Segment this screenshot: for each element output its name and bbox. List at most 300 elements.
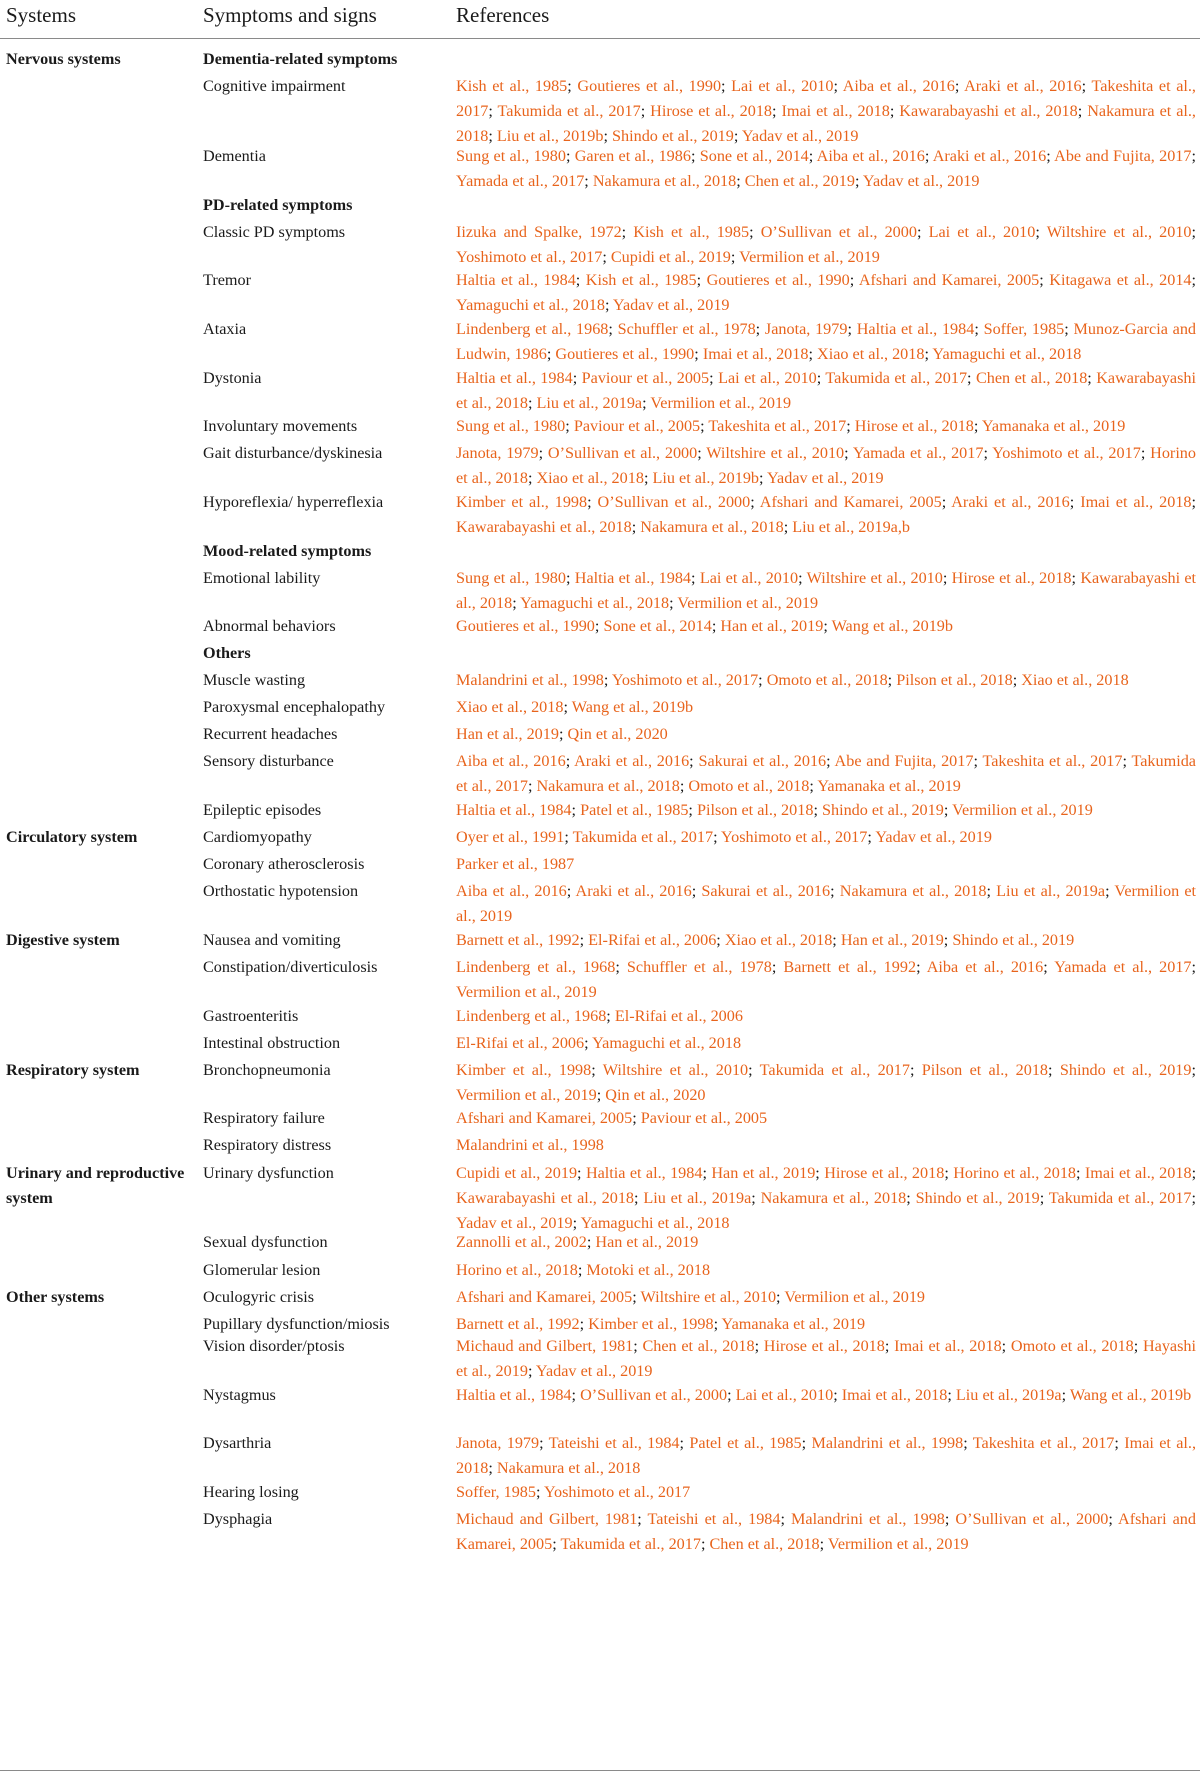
reference-link[interactable]: Sung et al., 1980 — [456, 147, 566, 165]
symptom-label: Sensory disturbance — [203, 752, 334, 770]
symptom-label: Tremor — [203, 271, 251, 289]
reference-link[interactable]: Araki et al., 2016 — [574, 752, 690, 770]
table-header — [0, 0, 1200, 39]
reference-link[interactable]: Yamanaka et al., 2019 — [981, 417, 1126, 435]
system-label: Other systems — [6, 1288, 105, 1306]
reference-link[interactable]: Yamaguchi et al., 2018 — [580, 1213, 730, 1232]
reference-link[interactable]: Goutieres et al., 1990 — [577, 77, 722, 95]
reference-separator: ; — [700, 417, 709, 435]
reference-link[interactable]: Iizuka and Spalke, 1972 — [456, 223, 622, 241]
reference-separator: ; — [748, 1061, 760, 1079]
reference-separator: ; — [527, 393, 537, 412]
reference-link[interactable]: Afshari and Kamarei, 2005 — [456, 1109, 633, 1127]
reference-link[interactable]: Araki et al., 2016 — [575, 882, 692, 900]
reference-separator: ; — [826, 752, 835, 770]
reference-link[interactable]: Vermilion et al., 2019 — [784, 1288, 926, 1306]
reference-link[interactable]: Xiao et al., 2018 — [456, 698, 564, 716]
reference-link[interactable]: Paviour et al., 2005 — [640, 1109, 768, 1127]
reference-link[interactable]: Malandrini et al., 1998 — [456, 1136, 604, 1154]
reference-link[interactable]: Han et al., 2019 — [720, 617, 824, 635]
reference-link[interactable]: Haltia et al., 1984 — [456, 801, 572, 819]
reference-link[interactable]: Takumida et al., 2017 — [456, 752, 1196, 795]
reference-link[interactable]: Imai et al., 2018 — [702, 344, 809, 363]
reference-separator: ; — [566, 882, 576, 900]
reference-link[interactable]: Haltia et al., 1984 — [456, 1386, 572, 1404]
references-cell — [456, 1334, 1196, 1384]
reference-link[interactable]: Kimber et al., 1998 — [456, 493, 588, 511]
reference-link[interactable]: Horino et al., 2018 — [456, 1261, 578, 1279]
reference-link[interactable]: Vermilion et al., 2019 — [952, 801, 1093, 819]
subheading-label: Dementia-related symptoms — [203, 50, 398, 68]
reference-link[interactable]: Takumida et al., 2017 — [560, 1534, 701, 1553]
reference-separator: ; — [571, 801, 581, 819]
reference-link[interactable]: Hirose et al., 2018 — [763, 1337, 885, 1355]
reference-link[interactable]: Kitagawa et al., 2014 — [1049, 271, 1192, 289]
reference-link[interactable]: El-Rifai et al., 2006 — [588, 931, 717, 949]
reference-link[interactable]: Hirose et al., 2018 — [824, 1164, 945, 1182]
reference-link[interactable]: Han et al., 2019 — [595, 1233, 699, 1251]
reference-link[interactable]: Tateishi et al., 1984 — [647, 1510, 781, 1528]
reference-link[interactable]: Horino et al., 2018 — [953, 1164, 1077, 1182]
reference-link[interactable]: Shindo et al., 2019 — [821, 801, 944, 819]
reference-separator: ; — [924, 344, 933, 363]
reference-link[interactable]: Yadav et al., 2019 — [862, 171, 980, 190]
reference-link[interactable]: Goutieres et al., 1990 — [706, 271, 850, 289]
reference-link[interactable]: Afshari and Kamarei, 2005 — [456, 1288, 633, 1306]
reference-link[interactable]: Yamada et al., 2017 — [456, 171, 585, 190]
reference-separator: ; — [943, 931, 953, 949]
reference-link[interactable]: Hirose et al., 2018 — [854, 417, 974, 435]
reference-link[interactable]: Hayashi et al., 2019 — [456, 1337, 1197, 1380]
reference-separator: ; — [579, 1315, 589, 1333]
reference-link[interactable]: Haltia et al., 1984 — [456, 369, 573, 387]
reference-separator: ; — [759, 468, 767, 487]
reference-link[interactable]: Takumida et al., 2017 — [1048, 1188, 1192, 1207]
reference-link[interactable]: Takumida et al., 2017 — [825, 369, 968, 387]
reference-link[interactable]: Haltia et al., 1984 — [574, 569, 692, 587]
reference-link[interactable]: Omoto et al., 2018 — [1010, 1337, 1134, 1355]
references-cell — [456, 490, 1196, 540]
reference-link[interactable]: Vermilion et al., 2019 — [456, 1085, 597, 1104]
references-cell — [456, 1383, 1196, 1408]
reference-link[interactable]: El-Rifai et al., 2006 — [614, 1007, 743, 1025]
subheading-label: Mood-related symptoms — [203, 542, 372, 560]
reference-link[interactable]: Cupidi et al., 2019 — [456, 1164, 578, 1182]
reference-link[interactable]: Imai et al., 2018 — [781, 101, 890, 120]
reference-link[interactable]: Kimber et al., 1998 — [456, 1061, 592, 1079]
reference-link[interactable]: Wiltshire et al., 2010 — [706, 444, 845, 462]
reference-link[interactable]: Yadav et al., 2019 — [535, 1361, 653, 1380]
reference-link[interactable]: Lai et al., 2010 — [731, 77, 834, 95]
reference-separator: ; — [1043, 958, 1055, 976]
reference-link[interactable]: Araki et al., 2016 — [932, 147, 1047, 165]
reference-link[interactable]: Janota, 1979 — [456, 1434, 540, 1452]
reference-link[interactable]: Barnett et al., 1992 — [456, 1315, 580, 1333]
reference-link[interactable]: Yoshimoto et al., 2017 — [543, 1483, 691, 1501]
reference-separator: ; — [942, 569, 952, 587]
reference-separator: ; — [832, 931, 841, 949]
reference-link[interactable]: Tateishi et al., 1984 — [548, 1434, 680, 1452]
reference-link[interactable]: Yoshimoto et al., 2017 — [721, 828, 868, 846]
reference-link[interactable]: Yadav et al., 2019 — [875, 828, 992, 846]
reference-link[interactable]: Parker et al., 1987 — [456, 855, 575, 873]
reference-link[interactable]: Imai et al., 2018 — [841, 1386, 948, 1404]
reference-link[interactable]: Shindo et al., 2019 — [915, 1188, 1040, 1207]
symptom-label: Gastroenteritis — [203, 1007, 299, 1025]
reference-link[interactable]: Soffer, 1985 — [456, 1483, 536, 1501]
reference-link[interactable]: Chen et al., 2018 — [642, 1337, 755, 1355]
reference-link[interactable]: Shindo et al., 2019 — [952, 931, 1075, 949]
reference-link[interactable]: Yadav et al., 2019 — [766, 468, 884, 487]
header-symptoms: Symptoms and signs — [203, 3, 377, 27]
reference-link[interactable]: Wang et al., 2019b — [831, 617, 953, 635]
reference-separator: ; — [565, 417, 574, 435]
reference-link[interactable]: Michaud and Gilbert, 1981 — [456, 1337, 634, 1355]
reference-link[interactable]: Nakamura et al., 2018 — [640, 517, 784, 536]
symptom-label: Hyporeflexia/ hyperreflexia — [203, 493, 384, 511]
reference-separator: ; — [1039, 271, 1050, 289]
reference-link[interactable]: Xiao et al., 2018 — [817, 344, 925, 363]
symptom-label: Pupillary dysfunction/miosis — [203, 1315, 390, 1333]
reference-link[interactable]: Lai et al., 2010 — [718, 369, 817, 387]
reference-link[interactable]: Lindenberg et al., 1968 — [456, 320, 609, 338]
reference-link[interactable]: Kish et al., 1985 — [633, 223, 750, 241]
reference-link[interactable]: Liu et al., 2019b — [496, 126, 604, 145]
reference-link[interactable]: Goutieres et al., 1990 — [555, 344, 695, 363]
reference-link[interactable]: Nakamura et al., 2018 — [456, 101, 1196, 145]
reference-link[interactable]: Lindenberg et al., 1968 — [456, 1007, 607, 1025]
reference-link[interactable]: Chen et al., 2018 — [975, 369, 1088, 387]
reference-link[interactable]: Vermilion et al., 2019 — [739, 247, 880, 266]
reference-link[interactable]: Yoshimoto et al., 2017 — [992, 444, 1141, 462]
reference-link[interactable]: Takeshita et al., 2017 — [982, 752, 1123, 770]
reference-separator: ; — [621, 223, 634, 241]
reference-separator: ; — [1076, 1164, 1085, 1182]
reference-separator: ; — [889, 101, 900, 120]
symptom-label: Constipation/diverticulosis — [203, 958, 378, 976]
references-cell — [456, 1133, 1196, 1158]
reference-link[interactable]: Takeshita et al., 2017 — [456, 77, 1196, 120]
reference-link[interactable]: Shindo et al., 2019 — [1059, 1061, 1192, 1079]
reference-link[interactable]: Imai et al., 2018 — [1084, 1164, 1192, 1182]
reference-link[interactable]: Wiltshire et al., 2010 — [1046, 223, 1192, 241]
reference-link[interactable]: Sakurai et al., 2016 — [698, 752, 827, 770]
reference-link[interactable]: Yamaguchi et al., 2018 — [592, 1034, 742, 1052]
symptom-label: Classic PD symptoms — [203, 223, 346, 241]
reference-link[interactable]: Han et al., 2019 — [840, 931, 944, 949]
reference-separator: ; — [488, 1458, 497, 1477]
reference-link[interactable]: Kish et al., 1985 — [456, 77, 568, 95]
reference-link[interactable]: Motoki et al., 2018 — [586, 1261, 711, 1279]
reference-link[interactable]: Abe and Fujita, 2017 — [1054, 147, 1192, 165]
reference-link[interactable]: Xiao et al., 2018 — [536, 468, 644, 487]
reference-link[interactable]: Lindenberg et al., 1968 — [456, 958, 616, 976]
reference-separator: ; — [954, 77, 965, 95]
reference-separator: ; — [1035, 223, 1047, 241]
reference-link[interactable]: Malandrini et al., 1998 — [456, 671, 604, 689]
reference-separator: ; — [887, 671, 897, 689]
reference-link[interactable]: Liu et al., 2019b — [652, 468, 760, 487]
reference-link[interactable]: Liu et al., 2019a — [955, 1386, 1062, 1404]
reference-separator: ; — [632, 1109, 641, 1127]
reference-separator: ; — [983, 444, 993, 462]
reference-link[interactable]: Schuffler et al., 1978 — [626, 958, 772, 976]
reference-link[interactable]: Hirose et al., 2018 — [650, 101, 773, 120]
reference-link[interactable]: Nakamura et al., 2018 — [536, 776, 680, 795]
references-cell — [456, 366, 1196, 416]
reference-link[interactable]: Pilson et al., 2018 — [696, 801, 814, 819]
symptom-label: Dementia — [203, 147, 266, 165]
reference-link[interactable]: Sakurai et al., 2016 — [701, 882, 831, 900]
reference-link[interactable]: Barnett et al., 1992 — [783, 958, 917, 976]
reference-link[interactable]: Araki et al., 2016 — [951, 493, 1070, 511]
reference-separator: ; — [733, 126, 742, 145]
reference-link[interactable]: Takumida et al., 2017 — [572, 828, 714, 846]
reference-link[interactable]: Wang et al., 2019b — [571, 698, 694, 716]
reference-separator: ; — [688, 801, 697, 819]
reference-separator: ; — [696, 271, 707, 289]
reference-separator: ; — [721, 77, 732, 95]
reference-link[interactable]: Yamada et al., 2017 — [852, 444, 984, 462]
reference-separator: ; — [587, 493, 598, 511]
reference-link[interactable]: Yoshimoto et al., 2017 — [611, 671, 759, 689]
reference-link[interactable]: Shindo et al., 2019 — [612, 126, 734, 145]
reference-link[interactable]: Sone et al., 2014 — [603, 617, 712, 635]
references-cell — [456, 955, 1196, 1005]
reference-link[interactable]: Wiltshire et al., 2010 — [806, 569, 943, 587]
references-cell — [456, 441, 1196, 491]
reference-link[interactable]: Paviour et al., 2005 — [573, 417, 701, 435]
reference-separator: ; — [691, 569, 700, 587]
reference-link[interactable]: Lai et al., 2010 — [735, 1386, 834, 1404]
references-cell — [456, 1507, 1196, 1557]
reference-link[interactable]: Kish et al., 1985 — [585, 271, 697, 289]
reference-link[interactable]: Kawarabayashi et al., 2018 — [456, 569, 1197, 612]
reference-link[interactable]: Vermilion et al., 2019 — [827, 1534, 969, 1553]
reference-link[interactable]: Paviour et al., 2005 — [581, 369, 710, 387]
reference-link[interactable]: Aiba et al., 2016 — [816, 147, 925, 165]
reference-separator: ; — [1191, 271, 1197, 289]
reference-link[interactable]: Haltia et al., 1984 — [456, 271, 576, 289]
reference-link[interactable]: Munoz-Garcia and Ludwin, 1986 — [456, 320, 1197, 363]
reference-link[interactable]: Lai et al., 2010 — [699, 569, 799, 587]
reference-link[interactable]: Wiltshire et al., 2010 — [640, 1288, 777, 1306]
reference-link[interactable]: Michaud and Gilbert, 1981 — [456, 1510, 638, 1528]
reference-separator: ; — [527, 776, 537, 795]
reference-link[interactable]: Aiba et al., 2016 — [926, 958, 1044, 976]
symptom-label: Cognitive impairment — [203, 77, 346, 95]
reference-link[interactable]: O’Sullivan et al., 2000 — [547, 444, 698, 462]
reference-link[interactable]: Yamanaka et al., 2019 — [721, 1315, 866, 1333]
symptom-label: Coronary atherosclerosis — [203, 855, 365, 873]
reference-link[interactable]: Yadav et al., 2019 — [456, 1213, 573, 1232]
system-label: Urinary and reproductive system — [6, 1164, 185, 1207]
reference-link[interactable]: Qin et al., 2020 — [605, 1085, 706, 1104]
reference-link[interactable]: O’Sullivan et al., 2000 — [955, 1510, 1109, 1528]
reference-link[interactable]: Omoto et al., 2018 — [688, 776, 810, 795]
reference-separator: ; — [783, 517, 793, 536]
reference-link[interactable]: Patel et al., 1985 — [580, 801, 689, 819]
reference-separator: ; — [1133, 1337, 1143, 1355]
reference-link[interactable]: Sone et al., 2014 — [699, 147, 809, 165]
reference-link[interactable]: O’Sullivan et al., 2000 — [597, 493, 751, 511]
reference-link[interactable]: Barnett et al., 1992 — [456, 931, 580, 949]
reference-link[interactable]: Wiltshire et al., 2010 — [602, 1061, 749, 1079]
reference-link[interactable]: Yamanaka et al., 2019 — [817, 776, 961, 795]
reference-link[interactable]: Goutieres et al., 1990 — [456, 617, 595, 635]
reference-link[interactable]: Wang et al., 2019b — [1069, 1386, 1192, 1404]
reference-link[interactable]: Vermilion et al., 2019 — [456, 882, 1196, 925]
reference-link[interactable]: Afshari and Kamarei, 2005 — [858, 271, 1040, 289]
header-references: References — [456, 3, 550, 27]
reference-link[interactable]: O’Sullivan et al., 2000 — [760, 223, 917, 241]
reference-link[interactable]: Takeshita et al., 2017 — [972, 1434, 1115, 1452]
reference-link[interactable]: Oyer et al., 1991 — [456, 828, 565, 846]
reference-separator: ; — [754, 1337, 764, 1355]
reference-separator: ; — [809, 776, 818, 795]
reference-link[interactable]: Afshari and Kamarei, 2005 — [759, 493, 942, 511]
reference-link[interactable]: Garen et al., 1986 — [574, 147, 691, 165]
reference-link[interactable]: Yadav et al., 2019 — [741, 126, 859, 145]
references-cell — [456, 798, 1196, 823]
reference-link[interactable]: Qin et al., 2020 — [567, 725, 668, 743]
reference-separator: ; — [669, 593, 678, 612]
reference-link[interactable]: Afshari and Kamarei, 2005 — [456, 1510, 1196, 1553]
reference-link[interactable]: Xiao et al., 2018 — [724, 931, 833, 949]
reference-link[interactable]: Aiba et al., 2016 — [456, 752, 566, 770]
reference-separator: ; — [1140, 444, 1151, 462]
reference-link[interactable]: Takeshita et al., 2017 — [708, 417, 847, 435]
reference-link[interactable]: Lai et al., 2010 — [928, 223, 1036, 241]
reference-separator: ; — [527, 1361, 536, 1380]
reference-separator: ; — [973, 417, 982, 435]
reference-separator: ; — [700, 1534, 710, 1553]
reference-separator: ; — [584, 1034, 593, 1052]
symptom-label: Vision disorder/ptosis — [203, 1337, 345, 1355]
reference-separator: ; — [749, 223, 761, 241]
symptom-label: Involuntary movements — [203, 417, 358, 435]
reference-link[interactable]: Kawarabayashi et al., 2018 — [456, 517, 632, 536]
reference-separator: ; — [986, 882, 997, 900]
reference-link[interactable]: Liu et al., 2019a — [643, 1188, 752, 1207]
reference-link[interactable]: El-Rifai et al., 2006 — [456, 1034, 585, 1052]
reference-link[interactable]: Schuffler et al., 1978 — [617, 320, 756, 338]
reference-link[interactable]: Vermilion et al., 2019 — [677, 593, 819, 612]
table-bottom-rule — [0, 1770, 1200, 1771]
reference-link[interactable]: Liu et al., 2019a,b — [792, 517, 911, 536]
reference-link[interactable]: Abe and Fujita, 2017 — [834, 752, 974, 770]
reference-separator: ; — [642, 393, 651, 412]
reference-link[interactable]: Yoshimoto et al., 2017 — [456, 247, 603, 266]
symptom-label: Cardiomyopathy — [203, 828, 312, 846]
reference-link[interactable]: Haltia et al., 1984 — [585, 1164, 703, 1182]
reference-separator: ; — [1191, 147, 1196, 165]
reference-separator: ; — [527, 468, 537, 487]
reference-link[interactable]: Soffer, 1985 — [983, 320, 1065, 338]
references-cell — [456, 268, 1196, 318]
reference-link[interactable]: Yamada et al., 2017 — [1054, 958, 1192, 976]
reference-link[interactable]: Yamaguchi et al., 2018 — [456, 295, 605, 314]
reference-link[interactable]: Han et al., 2019 — [711, 1164, 816, 1182]
symptom-label: Dysarthria — [203, 1434, 272, 1452]
reference-link[interactable]: Hirose et al., 2018 — [951, 569, 1072, 587]
reference-link[interactable]: Janota, 1979 — [764, 320, 848, 338]
symptom-label: Oculogyric crisis — [203, 1288, 315, 1306]
reference-link[interactable]: Pilson et al., 2018 — [921, 1061, 1049, 1079]
reference-link[interactable]: Yamaguchi et al., 2018 — [932, 344, 1082, 363]
references-cell — [456, 566, 1196, 616]
reference-link[interactable]: Omoto et al., 2018 — [766, 671, 888, 689]
references-cell — [456, 1258, 1196, 1283]
reference-link[interactable]: Sung et al., 1980 — [456, 569, 566, 587]
reference-link[interactable]: Haltia et al., 1984 — [856, 320, 975, 338]
reference-link[interactable]: Takumida et al., 2017 — [497, 101, 641, 120]
reference-link[interactable]: Sung et al., 1980 — [456, 417, 566, 435]
reference-separator: ; — [780, 1510, 792, 1528]
reference-separator: ; — [941, 493, 952, 511]
reference-link[interactable]: Takumida et al., 2017 — [759, 1061, 910, 1079]
reference-link[interactable]: Nakamura et al., 2018 — [592, 171, 737, 190]
reference-link[interactable]: Horino et al., 2018 — [456, 444, 1196, 487]
reference-link[interactable]: Imai et al., 2018 — [894, 1337, 1002, 1355]
reference-separator: ; — [801, 1434, 812, 1452]
reference-link[interactable]: Chen et al., 2019 — [744, 171, 855, 190]
reference-link[interactable]: Imai et al., 2018 — [1080, 493, 1192, 511]
system-label: Respiratory system — [6, 1061, 140, 1079]
reference-link[interactable]: Imai et al., 2018 — [456, 1434, 1197, 1477]
references-cell — [456, 317, 1196, 367]
reference-separator: ; — [813, 801, 822, 819]
reference-link[interactable]: Cupidi et al., 2019 — [610, 247, 731, 266]
reference-link[interactable]: Kawarabayashi et al., 2018 — [899, 101, 1078, 120]
reference-link[interactable]: Kawarabayashi et al., 2018 — [456, 1188, 635, 1207]
reference-link[interactable]: Nakamura et al., 2018 — [496, 1458, 641, 1477]
reference-link[interactable]: Janota, 1979 — [456, 444, 539, 462]
reference-link[interactable]: Liu et al., 2019a — [996, 882, 1106, 900]
reference-separator: ; — [884, 1337, 895, 1355]
reference-separator: ; — [606, 1007, 615, 1025]
reference-link[interactable]: O’Sullivan et al., 2000 — [580, 1386, 728, 1404]
reference-link[interactable]: Aiba et al., 2016 — [842, 77, 955, 95]
reference-link[interactable]: Vermilion et al., 2019 — [650, 393, 792, 412]
reference-link[interactable]: Yamaguchi et al., 2018 — [520, 593, 670, 612]
reference-link[interactable]: Kimber et al., 1998 — [588, 1315, 714, 1333]
reference-link[interactable]: Xiao et al., 2018 — [1021, 671, 1129, 689]
symptom-label: Dystonia — [203, 369, 262, 387]
reference-separator: ; — [924, 147, 933, 165]
reference-link[interactable]: Araki et al., 2016 — [964, 77, 1082, 95]
symptom-label: Bronchopneumonia — [203, 1061, 331, 1079]
reference-link[interactable]: Liu et al., 2019a — [536, 393, 643, 412]
reference-separator: ; — [563, 698, 572, 716]
reference-link[interactable]: Aiba et al., 2016 — [456, 882, 567, 900]
reference-link[interactable]: Han et al., 2019 — [456, 725, 559, 743]
reference-link[interactable]: Chen et al., 2018 — [709, 1534, 820, 1553]
reference-link[interactable]: Malandrini et al., 1998 — [791, 1510, 945, 1528]
reference-link[interactable]: Vermilion et al., 2019 — [456, 982, 597, 1001]
reference-link[interactable]: Yadav et al., 2019 — [612, 295, 730, 314]
reference-link[interactable]: Malandrini et al., 1998 — [811, 1434, 964, 1452]
reference-link[interactable]: Zannolli et al., 2002 — [456, 1233, 587, 1251]
references-cell — [456, 852, 1196, 877]
reference-link[interactable]: Pilson et al., 2018 — [896, 671, 1013, 689]
reference-link[interactable]: Nakamura et al., 2018 — [760, 1188, 907, 1207]
reference-separator: ; — [577, 1164, 586, 1182]
reference-separator: ; — [640, 101, 651, 120]
reference-link[interactable]: Nakamura et al., 2018 — [839, 882, 987, 900]
reference-link[interactable]: Patel et al., 1985 — [689, 1434, 802, 1452]
reference-link[interactable]: Kawarabayashi et al., 2018 — [456, 369, 1197, 412]
